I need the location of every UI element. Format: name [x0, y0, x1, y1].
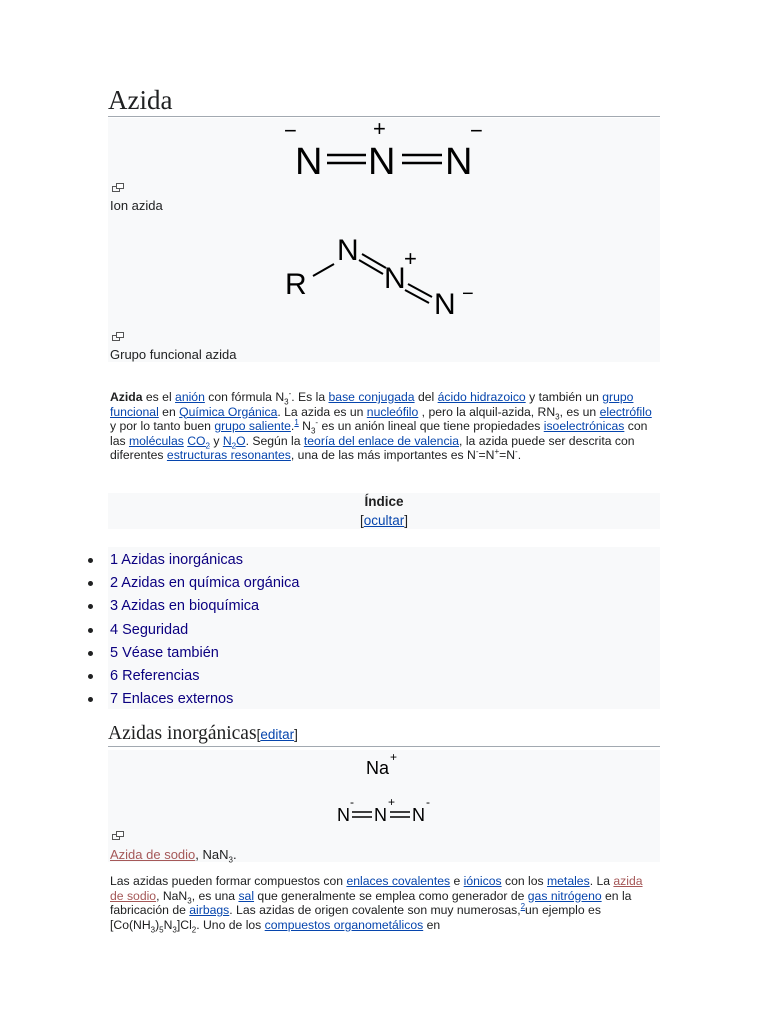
toc-title: Índice [364, 494, 404, 509]
toc-item[interactable]: 6 Referencias [110, 666, 199, 686]
page-title: Azida [108, 84, 660, 117]
toc-item[interactable]: 5 Véase también [110, 643, 219, 663]
link-airbags[interactable]: airbags [189, 903, 230, 918]
intro-paragraph: Azida es el anión con fórmula $N_3^-$. Es la base conjugada del ácido hidrazoico y también un grupo funcional en Química Orgánica. La azida es un nucleófilo , pero la alquil-azida, $RN_3$, es un electrófilo y por lo tanto buen grupo saliente.$^1$ $N_3^-$ es un anión lineal que tiene propiedades isoelectrónicas con las moléculas $CO_2$ y $N_2O$. Según la teoría del enlace de valencia, la azida puede ser descrita con diferentes estructuras resonantes, una de las más importantes es N-=N+=N-. [110, 388, 652, 463]
link-grupo-saliente[interactable]: grupo saliente [214, 419, 291, 434]
magnify-icon[interactable] [112, 183, 124, 192]
charge-left: − [284, 118, 297, 143]
link-enlaces-covalentes[interactable]: enlaces covalentes [346, 874, 451, 888]
toc-item[interactable]: 1 Azidas inorgánicas [110, 550, 243, 570]
sodium-azide-structure [108, 750, 660, 830]
sodium-azide-caption: Azida de sodio, NaN$_3$. [110, 847, 237, 865]
toc-toggle: [ocultar] [359, 513, 409, 528]
link-ionicos[interactable]: iónicos [463, 874, 502, 888]
atom-n-top: N [337, 234, 359, 267]
na-atom: Na [366, 758, 390, 778]
n-left: N [337, 805, 350, 825]
link-co2[interactable]: $CO_2$ [187, 433, 210, 451]
toc-item[interactable]: 4 Seguridad [110, 620, 188, 640]
na-charge: + [390, 750, 398, 764]
link-compuestos-organometalicos[interactable]: compuestos organometálicos [264, 917, 424, 932]
edit-section-link[interactable]: editar [260, 727, 295, 742]
charge-plus: + [404, 246, 417, 271]
n-right-charge: - [426, 795, 430, 809]
atom-n3: N [445, 141, 473, 180]
link-quimica-organica[interactable]: Química Orgánica [179, 404, 278, 419]
link-electrofilo[interactable]: electrófilo [599, 404, 652, 419]
n-mid-charge: + [388, 795, 396, 809]
link-estructuras-resonantes[interactable]: estructuras resonantes [166, 448, 291, 463]
link-isoelectronicas[interactable]: isoelectrónicas [543, 419, 625, 434]
group-caption: Grupo funcional azida [110, 347, 237, 362]
link-azida-de-sodio[interactable]: Azida de sodio [110, 847, 196, 862]
ref-1[interactable]: 1 [294, 418, 299, 428]
link-azida-de-sodio[interactable]: azida de sodio [110, 874, 643, 903]
atom-n1: N [295, 141, 323, 180]
bold-term: Azida [110, 390, 143, 404]
inorganic-paragraph: Las azidas pueden formar compuestos con enlaces covalentes e iónicos con los metales. La azida de sodio, NaN$_3$, es una sal que generalmente se emplea como generador de gas nitrógeno en la fabricación de airbags. Las azidas de origen covalente son muy numerosas,$^2$un ejemplo es $[Co(NH_3)_5N_3]Cl_2$. Uno de los compuestos organometálicos en [110, 874, 643, 935]
charge-right: − [470, 118, 483, 143]
charge-minus: − [462, 283, 474, 305]
n-mid: N [374, 805, 387, 825]
ref-2[interactable]: 2 [520, 902, 526, 912]
atom-n-mid: N [384, 262, 406, 295]
link-sal[interactable]: sal [238, 888, 255, 903]
toc-hide-link[interactable]: ocultar [363, 513, 405, 528]
link-moleculas[interactable]: moléculas [128, 433, 184, 448]
link-n2o[interactable]: $N_2O$ [222, 433, 246, 451]
atom-n2: N [368, 141, 396, 180]
sodium-azide-figure [108, 750, 660, 865]
link-gas-nitrogeno[interactable]: gas nitrógeno [527, 888, 602, 903]
link-anion[interactable]: anión [175, 390, 205, 404]
toc-item[interactable]: 3 Azidas en bioquímica [110, 596, 259, 616]
ion-azide-structure [108, 118, 660, 180]
magnify-icon[interactable] [112, 332, 124, 341]
link-nucleofilo[interactable]: nucleófilo [366, 404, 419, 419]
toc-header [108, 493, 660, 529]
link-base-conjugada[interactable]: base conjugada [328, 390, 415, 404]
r-group: R [285, 268, 307, 301]
link-acido-hidrazoico[interactable]: ácido hidrazoico [437, 390, 526, 404]
link-grupo-funcional[interactable]: grupo funcional [110, 390, 634, 419]
infobox [108, 118, 660, 362]
toc-item[interactable]: 2 Azidas en química orgánica [110, 573, 299, 593]
magnify-icon[interactable] [112, 831, 124, 840]
n-left-charge: - [350, 795, 354, 809]
azide-group-structure [108, 226, 660, 316]
link-metales[interactable]: metales [547, 874, 590, 888]
atom-n-end: N [434, 288, 456, 316]
link-teoria-enlace-valencia[interactable]: teoría del enlace de valencia [303, 433, 460, 448]
toc-list [108, 547, 660, 709]
charge-center: + [373, 118, 386, 141]
toc-item[interactable]: 7 Enlaces externos [110, 689, 233, 709]
ion-caption: Ion azida [110, 198, 163, 213]
n-right: N [412, 805, 425, 825]
section-heading-azidas-inorganicas: Azidas inorgánicas[editar] [108, 722, 660, 747]
